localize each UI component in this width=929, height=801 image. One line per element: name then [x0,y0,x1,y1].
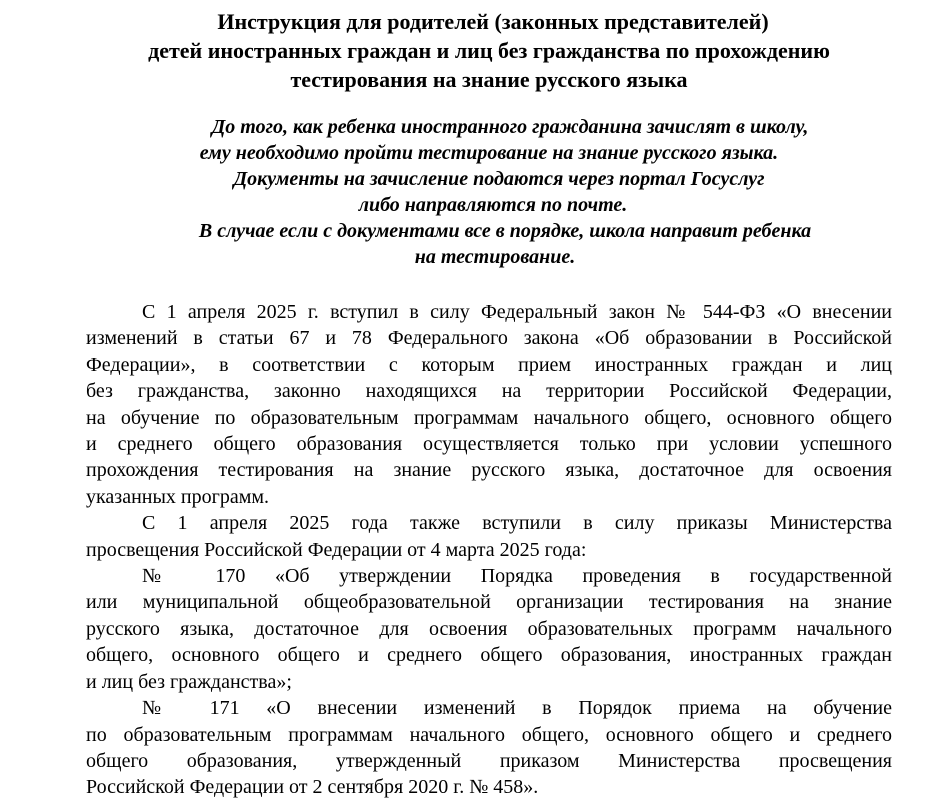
document-title [86,7,892,94]
intro-note [86,114,892,270]
paragraph-line: на обучение по образовательным программам начального общего, основного общего [86,406,892,429]
paragraph-line: и лиц без гражданства»; [86,670,292,693]
paragraph-law-544 [86,299,892,510]
paragraph-line: указанных программ. [86,485,270,508]
intro-line: До того, как ребенка иностранного гражданина зачислят в школу, [211,116,809,138]
document-body [86,299,892,801]
intro-line: В случае если с документами все в порядке, школа направит ребенка [198,220,812,242]
paragraph-line: С 1 апреля 2025 г. вступил в силу Федеральный закон № 544-ФЗ «О внесении [142,301,892,323]
paragraph-line: № 171 «О внесении изменений в Порядок приема на обучение [142,697,892,720]
document-page [86,0,892,801]
paragraph-ministry-orders [86,510,892,563]
intro-line: ему необходимо пройти тестирование на знание русского языка. [199,142,779,164]
paragraph-line: Российской Федерации от 2 сентября 2020 г. № 458». [86,776,539,799]
intro-line: на тестирование. [414,246,576,268]
paragraph-line: общего, основного общего и среднего общего образования, иностранных граждан [86,644,892,667]
intro-line: либо направляются по почте. [358,194,628,216]
paragraph-line: изменений в статьи 67 и 78 Федерального закона «Об образовании в Российской [86,327,892,350]
paragraph-line: № 170 «Об утверждении Порядка проведения в государственной [142,565,892,588]
paragraph-line: или муниципальной общеобразовательной организации тестирования на знание [86,591,892,614]
paragraph-line: без гражданства, законно находящихся на территории Российской Федерации, [86,380,892,403]
title-line: Инструкция для родителей (законных представителей) [217,9,769,34]
paragraph-line: русского языка, достаточное для освоения образовательных программ начального [86,617,892,640]
paragraph-line: просвещения Российской Федерации от 4 марта 2025 года: [86,538,587,561]
paragraph-line: прохождения тестирования на знание русского языка, достаточное для освоения [86,459,892,482]
paragraph-order-170 [86,563,892,695]
paragraph-line: по образовательным программам начального общего, основного общего и среднего [86,723,892,746]
paragraph-order-171 [86,695,892,801]
intro-line: Документы на зачисление подаются через портал Госуслуг [233,168,765,190]
title-line: детей иностранных граждан и лиц без гражданства по прохождению [148,38,830,63]
paragraph-line: и среднего общего образования осуществляется только при условии успешного [86,433,892,456]
title-line: тестирования на знание русского языка [290,67,688,92]
paragraph-line: Федерации», в соответствии с которым прием иностранных граждан и лиц [86,353,892,376]
paragraph-line: С 1 апреля 2025 года также вступили в силу приказы Министерства [142,512,892,535]
paragraph-line: общего образования, утвержденный приказом Министерства просвещения [86,749,892,772]
